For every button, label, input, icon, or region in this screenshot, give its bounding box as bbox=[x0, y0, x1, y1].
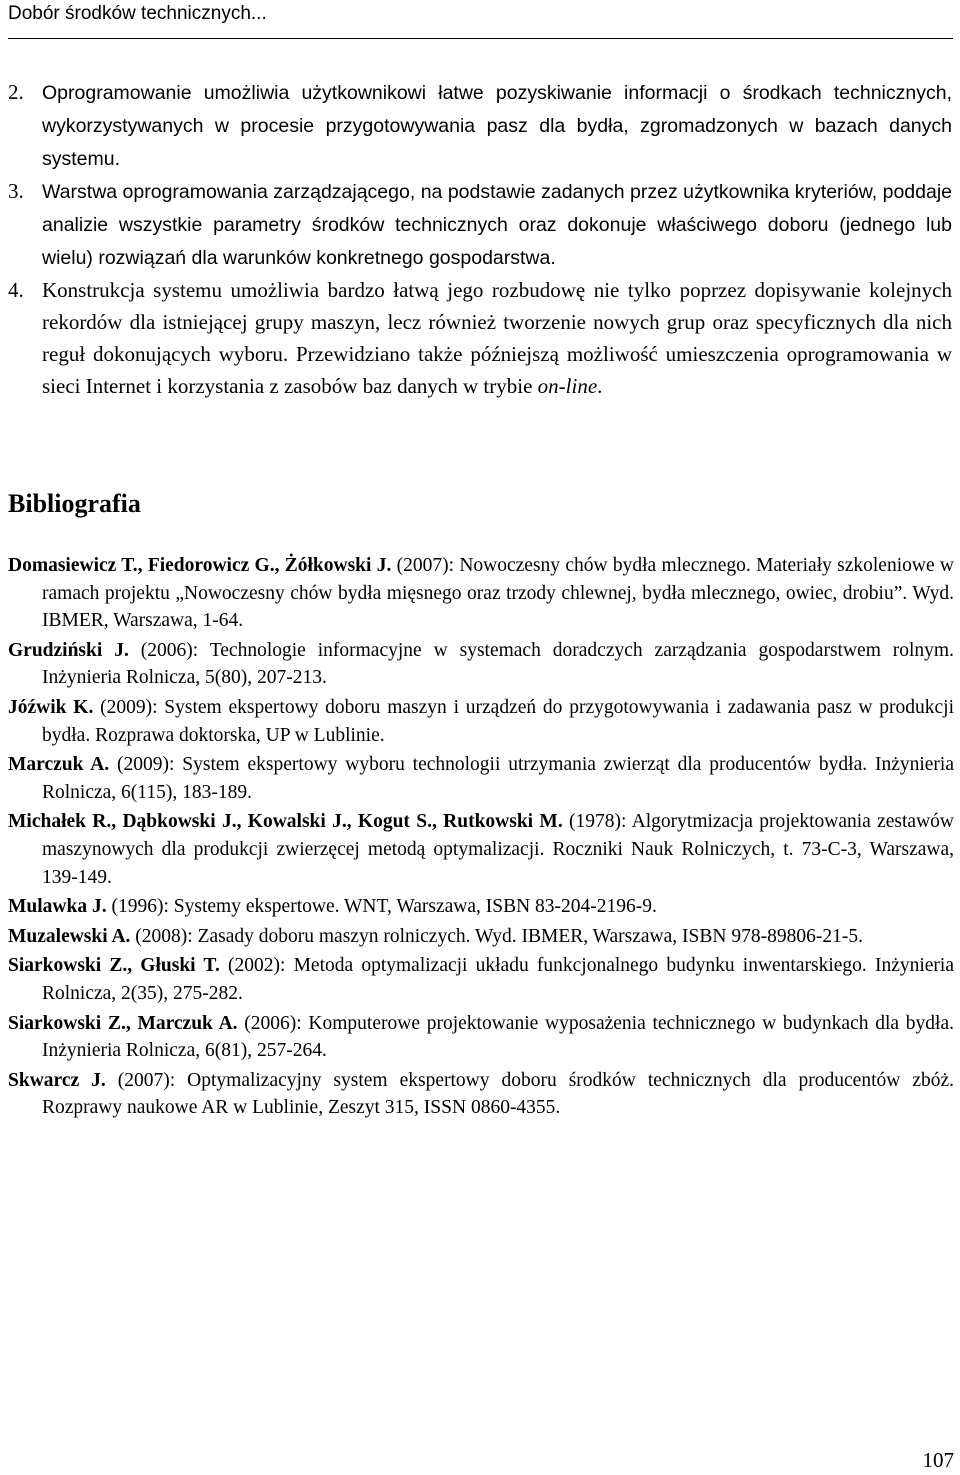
list-item-text: Konstrukcja systemu umożliwia bardzo łatwą jego rozbudowę nie tylko poprzez dopisywanie kolejnych rekordów dla istniejącej grupy maszyn, lecz również tworzenie nowych grup oraz specyficznych dla nich reguł dokonujących wyboru. Przewidziano także późniejszą możliwość umieszczenia oprogramowania w sieci Internet i korzystania z zasobów baz danych w trybie bbox=[42, 278, 952, 398]
list-item-italic: on-line bbox=[537, 374, 598, 398]
entry-authors: Jóźwik K. bbox=[8, 696, 94, 718]
entry-authors: Siarkowski Z., Głuski T. bbox=[8, 955, 220, 977]
entry-details: (2002): Metoda optymalizacji układu funkcjonalnego budynku inwentarskiego. Inżynieria Rolnicza, 2(35), 275-282. bbox=[42, 955, 954, 1004]
entry-authors: Skwarcz J. bbox=[8, 1069, 106, 1091]
entry-details: (2009): System ekspertowy wyboru technologii utrzymania zwierząt dla producentów bydła. Inżynieria Rolnicza, 6(115), 183-189. bbox=[42, 754, 955, 803]
list-item-number: 4. bbox=[8, 278, 24, 302]
entry-details: (2007): Optymalizacyjny system ekspertowy doboru środków technicznych dla producentów zbóż. Rozprawy naukowe AR w Lublinie, Zeszyt 315, ISSN 0860-4355. bbox=[42, 1069, 955, 1119]
list-item-text: Oprogramowanie umożliwia użytkownikowi łatwe pozyskiwanie informacji o środkach technicznych, wykorzystywanych w procesie przygotowywania pasz dla bydła, zgromadzonych w bazach danych systemu. bbox=[42, 82, 952, 170]
bibliography-entry bbox=[8, 952, 954, 1007]
bibliography-entry bbox=[8, 1067, 954, 1122]
bibliography-entry bbox=[8, 923, 954, 951]
entry-details: (2006): Technologie informacyjne w systemach doradczych zarządzania gospodarstwem rolnym. Inżynieria Rolnicza, 5(80), 207-213. bbox=[42, 639, 954, 689]
entry-authors: Grudziński J. bbox=[8, 639, 129, 661]
entry-details: (1996): Systemy ekspertowe. WNT, Warszawa, ISBN 83-204-2196-9. bbox=[106, 896, 657, 918]
bibliography-entry bbox=[8, 552, 954, 635]
bibliography-entry bbox=[8, 751, 954, 806]
entry-authors: Michałek R., Dąbkowski J., Kowalski J., Kogut S., Rutkowski M. bbox=[8, 811, 563, 833]
list-item bbox=[8, 274, 952, 402]
entry-details: (2009): System ekspertowy doboru maszyn i urządzeń do przygotowywania i zadawania pasz w produkcji bydła. Rozprawa doktorska, UP w Lublinie. bbox=[42, 696, 954, 746]
list-item bbox=[8, 175, 952, 274]
bibliography-entry bbox=[8, 1010, 954, 1065]
header-divider bbox=[8, 38, 953, 39]
entry-authors: Muzalewski A. bbox=[8, 925, 131, 947]
entry-authors: Domasiewicz T., Fiedorowicz G., Żółkowski J. bbox=[8, 555, 392, 576]
entry-details: (1978): Algorytmizacja projektowania zestawów maszynowych dla produkcji zwierzęcej metodą optymalizacji. Roczniki Nauk Rolniczych, t. 73-C-3, Warszawa, 139-149. bbox=[42, 811, 954, 888]
running-header: Dobór środków technicznych... bbox=[8, 3, 267, 24]
bibliography-entry bbox=[8, 808, 954, 891]
conclusions-list bbox=[8, 76, 952, 402]
list-item-number: 3. bbox=[8, 179, 24, 203]
list-item-end: . bbox=[597, 374, 603, 398]
entry-authors: Siarkowski Z., Marczuk A. bbox=[8, 1012, 238, 1034]
list-item-number: 2. bbox=[8, 80, 24, 104]
list-item bbox=[8, 76, 952, 175]
bibliography-list bbox=[8, 552, 954, 1124]
entry-details: (2007): Nowoczesny chów bydła mlecznego. Materiały szkoleniowe w ramach projektu „Nowoczesny chów bydła mięsnego oraz trzody chlewnej, bydła mlecznego, owiec, drobiu”. Wyd. IBMER, Warszawa, 1-64. bbox=[42, 555, 954, 632]
bibliography-entry bbox=[8, 694, 954, 749]
entry-authors: Marczuk A. bbox=[8, 754, 110, 776]
bibliography-heading: Bibliografia bbox=[8, 489, 141, 518]
entry-details: (2008): Zasady doboru maszyn rolniczych. Wyd. IBMER, Warszawa, ISBN 978-89806-21-5. bbox=[130, 925, 863, 947]
entry-details: (2006): Komputerowe projektowanie wyposażenia technicznego w budynkach dla bydła. Inżynieria Rolnicza, 6(81), 257-264. bbox=[42, 1012, 954, 1062]
page-number: 107 bbox=[922, 1448, 954, 1472]
bibliography-entry bbox=[8, 637, 954, 692]
list-item-text: Warstwa oprogramowania zarządzającego, na podstawie zadanych przez użytkownika kryteriów, poddaje analizie wszystkie parametry środków technicznych oraz dokonuje właściwego doboru (jednego lub wielu) rozwiązań dla warunków konkretnego gospodarstwa. bbox=[42, 181, 952, 269]
bibliography-entry bbox=[8, 893, 954, 921]
entry-authors: Mulawka J. bbox=[8, 896, 107, 918]
